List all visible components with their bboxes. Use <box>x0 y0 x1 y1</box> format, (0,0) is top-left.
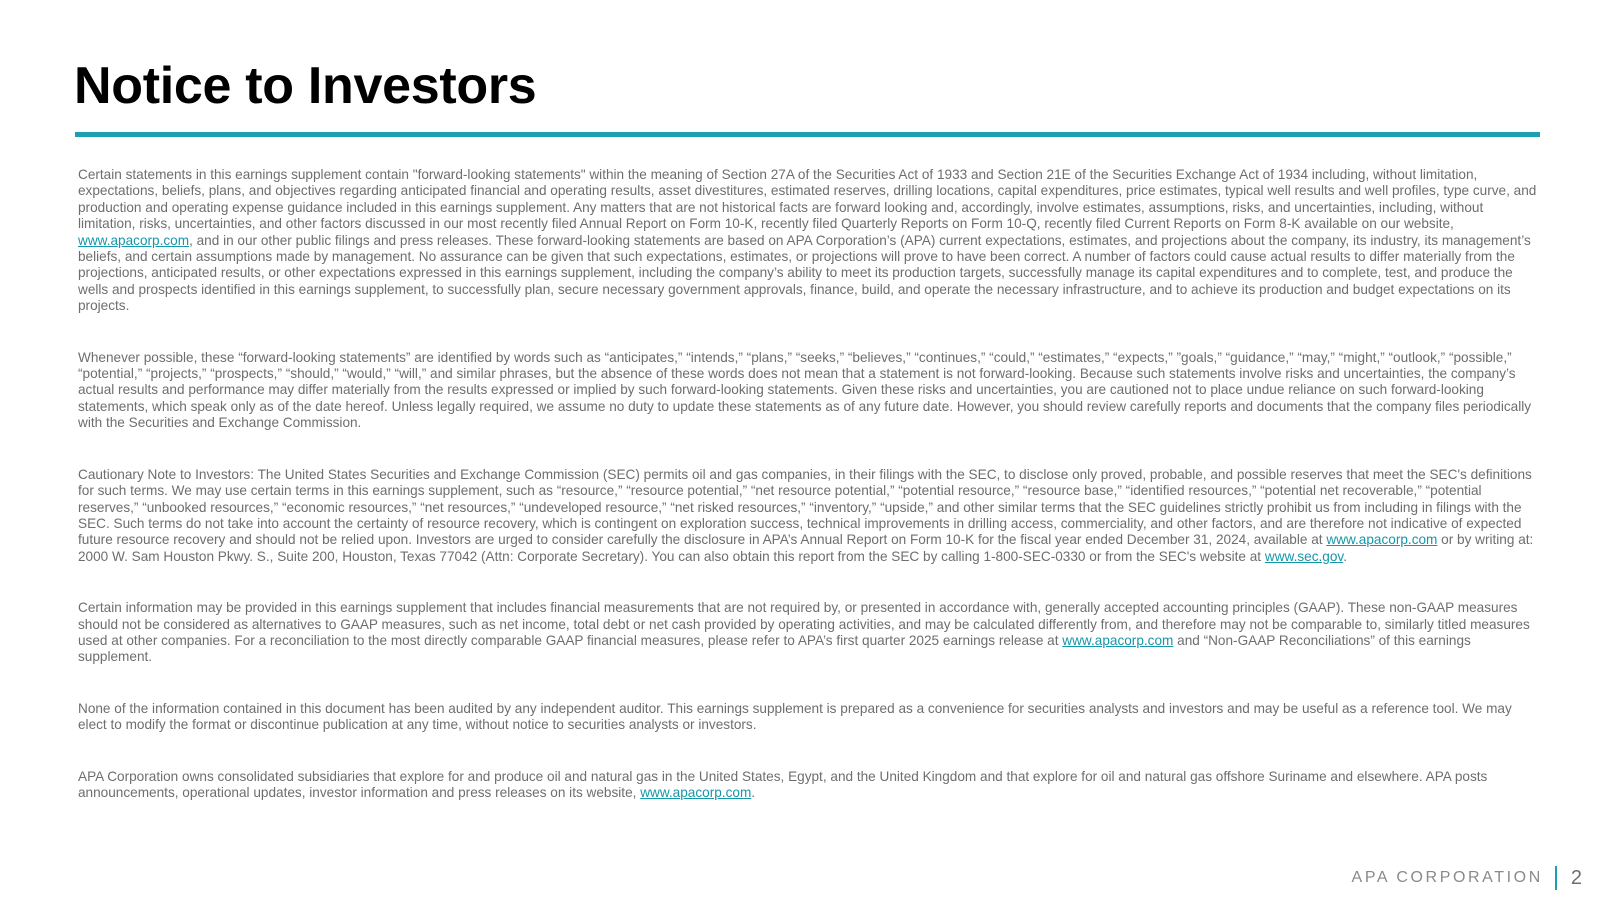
apacorp-link[interactable]: www.apacorp.com <box>78 232 190 248</box>
cautionary-note-paragraph <box>78 467 1542 565</box>
audit-disclaimer-paragraph: None of the information contained in this document has been audited by any independent auditor. This earnings supplement is prepared as a convenience for securities analysts and investors and may be useful as a reference tool. We may elect to modify the format or discontinue publication at any time, without notice to securities analysts or investors. <box>78 700 1512 733</box>
page-title: Notice to Investors <box>74 57 537 115</box>
identifying-words-paragraph: Whenever possible, these “forward-looking statements” are identified by words such as “anticipates,” “intends,” “plans,” “seeks,” “believes,” “continues,” “could,” “estimates,” “expects,” ”goals,” “guidance,” “may,” “might,” “outlook,” “possible,” “potential,” “projects,” “prospects,” “should,” “would,” “will,” and similar phrases, but the absence of these words does not mean that a statement is not forward-looking. Because such statements involve risks and uncertainties, the company’s actual results and performance may differ materially from the results expressed or implied by such forward-looking statements. Given these risks and uncertainties, you are cautioned not to place undue reliance on such forward-looking statements, which speak only as of the date hereof. Unless legally required, we assume no duty to update these statements as of any future date. However, you should review carefully reports and documents that the company files periodically with the Securities and Exchange Commission. <box>78 349 1532 431</box>
notice-body <box>78 167 1542 836</box>
paragraph-text: and “Non-GAAP Reconciliations” of this earnings supplement. <box>78 632 1471 665</box>
paragraph-text: Certain information may be provided in this earnings supplement that includes financial measurements that are not required by, or presented in accordance with, generally accepted accounting principles (GAAP). These non-GAAP measures should not be considered as alternatives to GAAP measures, such as net income, total debt or net cash provided by operating activities, and may be calculated differently from, and therefore may not be comparable to, similarly titled measures used at other companies. For a reconciliation to the most directly comparable GAAP financial measures, please refer to APA’s first quarter 2025 earnings release at <box>78 600 1530 648</box>
paragraph-text: . <box>1343 548 1347 564</box>
paragraph-text: Certain statements in this earnings supplement contain "forward-looking statements" within the meaning of Section 27A of the Securities Act of 1933 and Section 21E of the Securities Exchange Act of 1934 including, without limitation, expectations, beliefs, plans, and objectives regarding anticipated financial and operating results, asset divestitures, estimated reserves, drilling locations, capital expenditures, price estimates, typical well results and well profiles, type curve, and production and operating expense guidance included in this earnings supplement. Any matters that are not historical facts are forward looking and, accordingly, involve estimates, assumptions, risks, and uncertainties, including, without limitation, risks, uncertainties, and other factors discussed in our most recently filed Annual Report on Form 10-K, recently filed Quarterly Reports on Form 10-Q, recently filed Current Reports on Form 8-K available on our website, <box>78 167 1537 232</box>
apacorp-link[interactable]: www.apacorp.com <box>1062 632 1174 648</box>
company-overview-paragraph <box>78 769 1542 802</box>
sec-gov-link[interactable]: www.sec.gov <box>1264 548 1344 564</box>
paragraph-text: . <box>751 784 756 800</box>
slide-footer <box>1352 865 1582 891</box>
page-number: 2 <box>1570 866 1582 889</box>
apacorp-link[interactable]: www.apacorp.com <box>640 784 752 800</box>
title-divider <box>75 132 1540 137</box>
paragraph-text: APA Corporation owns consolidated subsidiaries that explore for and produce oil and natural gas in the United States, Egypt, and the United Kingdom and that explore for oil and natural gas offshore Suriname and elsewhere. APA posts announcements, operational updates, investor information and press releases on its website, <box>78 768 1488 800</box>
forward-looking-paragraph <box>78 167 1542 315</box>
apacorp-link[interactable]: www.apacorp.com <box>1326 532 1438 548</box>
footer-separator <box>1555 866 1557 890</box>
paragraph-text: Cautionary Note to Investors: The United States Securities and Exchange Commission (SEC) permits oil and gas companies, in their filings with the SEC, to disclose only proved, probable, and possible reserves that meet the SEC's definitions for such terms. We may use certain terms in this earnings supplement, such as “resource,” “resource potential,” “net resource potential,” “potential resource,” “resource base,” “identified resources,” “potential net recoverable,” “potential reserves,” “unbooked resources,” “economic resources,” “net resources,” “undeveloped resource,” “net risked resources,” “inventory,” “upside,” and other similar terms that the SEC guidelines strictly prohibit us from including in filings with the SEC. Such terms do not take into account the certainty of resource recovery, which is contingent on exploration success, technical improvements in drilling access, commerciality, and other factors, and are therefore not indicative of expected future resource recovery and should not be relied upon. Investors are urged to consider carefully the disclosure in APA’s Annual Report on Form 10-K for the fiscal year ended December 31, 2024, available at <box>78 466 1532 548</box>
paragraph-text: or by writing at: 2000 W. Sam Houston Pkwy. S., Suite 200, Houston, Texas 77042 (Attn: Corporate Secretary). You can also obtain this report from the SEC by calling 1-800-SEC-0330 or from the SEC's website at <box>78 532 1534 564</box>
non-gaap-paragraph <box>78 600 1542 666</box>
paragraph-text: , and in our other public filings and press releases. These forward-looking statements are based on APA Corporation’s (APA) current expectations, estimates, and projections about the company, its industry, its management’s beliefs, and certain assumptions made by management. No assurance can be given that such expectations, estimates, or projections will prove to have been correct. A number of factors could cause actual results to differ materially from the projections, anticipated results, or other expectations expressed in this earnings supplement, including the company’s ability to meet its production targets, successfully manage its capital expenditures and to complete, test, and produce the wells and prospects identified in this earnings supplement, to successfully plan, secure necessary government approvals, finance, build, and operate the necessary infrastructure, and to achieve its production and budget expectations on its projects. <box>78 232 1531 314</box>
company-name: APA CORPORATION <box>1351 869 1543 886</box>
